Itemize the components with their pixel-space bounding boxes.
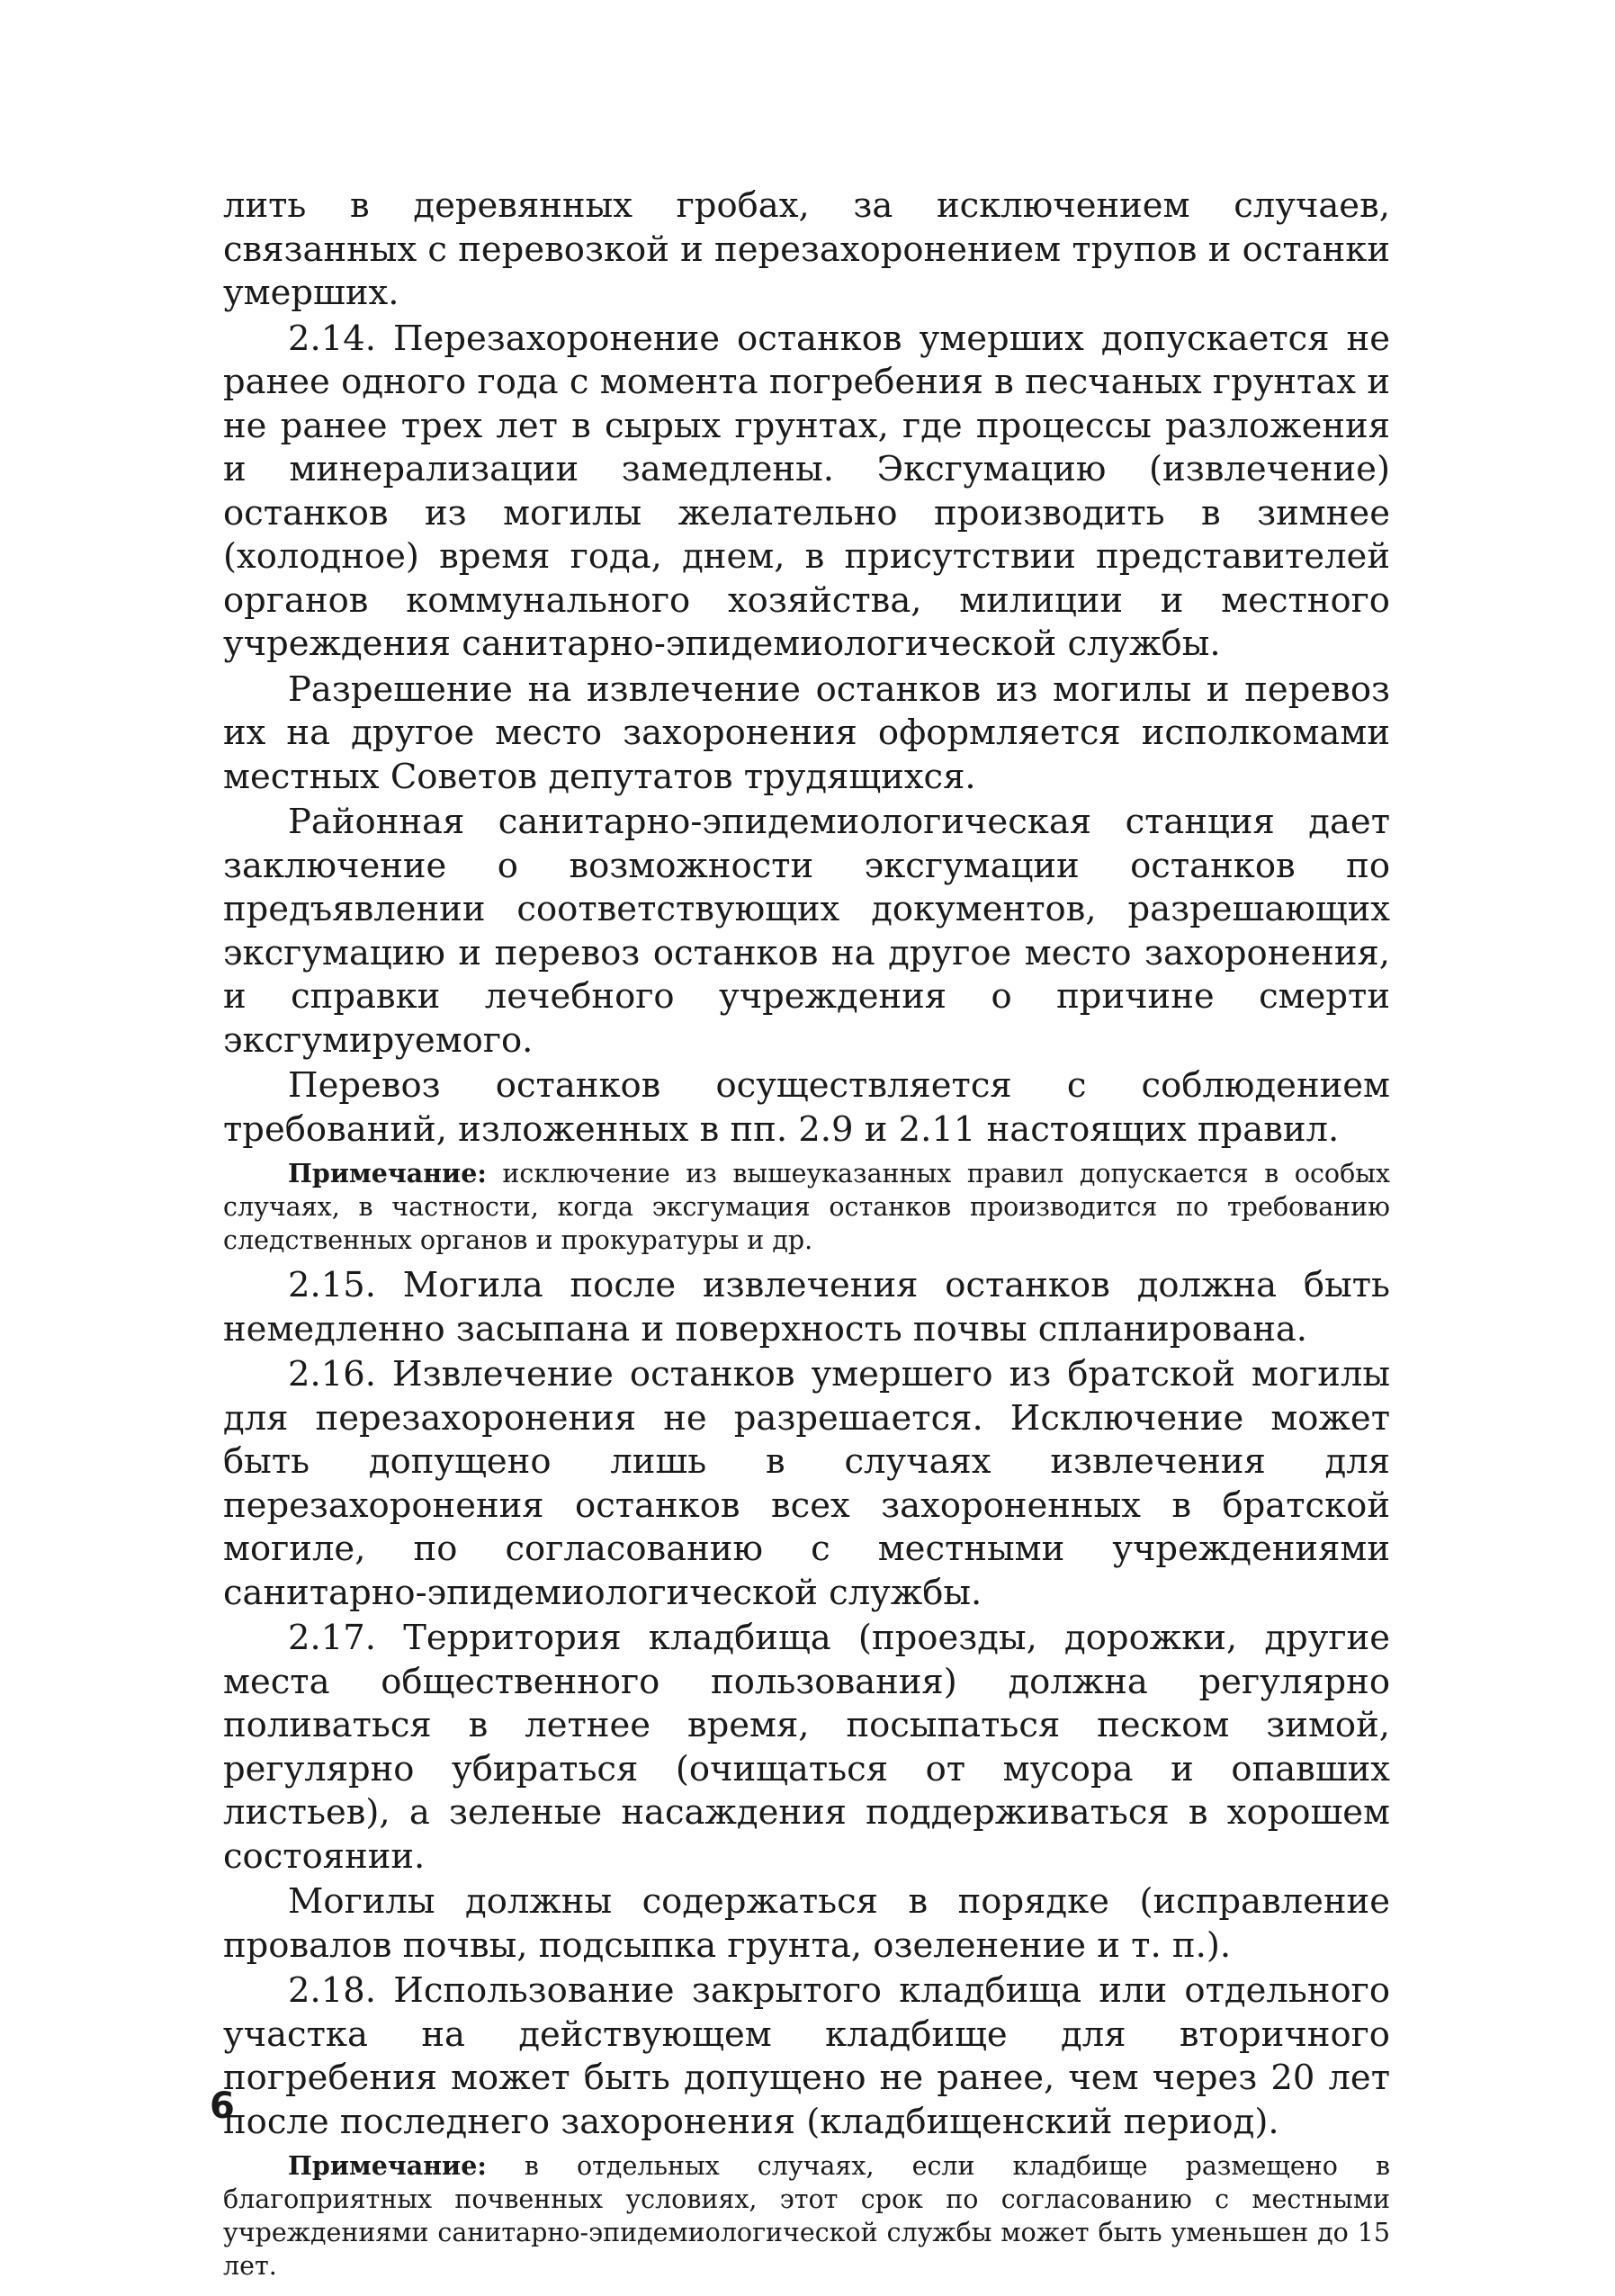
paragraph-transport: Перевоз останков осуществляется с соблюдением требований, изложенных в пп. 2.9 и 2.11 настоящих правил. xyxy=(223,1065,1390,1150)
paragraph-2-17: 2.17. Территория кладбища (проезды, дорожки, другие места общественного пользования) должна регулярно поливаться в летнее время, посыпаться песком зимой, регулярно убираться (очищаться от мусора и опавших листьев), а зеленые насаждения поддерживаться в хорошем состоянии. xyxy=(223,1618,1390,1877)
paragraph-graves-maintenance: Могилы должны содержаться в порядке (исправление провалов почвы, подсыпка грунта, озеленение и т. п.). xyxy=(223,1881,1390,1966)
paragraph-2-15: 2.15. Могила после извлечения останков должна быть немедленно засыпана и поверхность почвы спланирована. xyxy=(223,1265,1390,1350)
paragraph-continuation: лить в деревянных гробах, за исключением случаев, связанных с перевозкой и перезахоронением трупов и останки умерших. xyxy=(223,185,1390,313)
note-label: Примечание: xyxy=(288,2150,487,2181)
page-number: 6 xyxy=(210,2085,235,2127)
note-text: в отдельных случаях, если кладбище размещено в благоприятных почвенных условиях, этот срок по согласованию с местными учреждениями санитарно-эпидемиологической службы может быть уменьшен до 15 лет. xyxy=(223,2151,1390,2281)
note-text: исключение из вышеуказанных правил допускается в особых случаях, в частности, когда эксгумация останков производится по требованию следственных органов и прокуратуры и др. xyxy=(223,1159,1390,1255)
paragraph-2-16: 2.16. Извлечение останков умершего из братской могилы для перезахоронения не разрешается. Исключение может быть допущено лишь в случаях извлечения для перезахоронения останков всех захороненных в братской могиле, по согласованию с местными учреждениями санитарно-эпидемиологической службы. xyxy=(223,1354,1390,1613)
paragraph-2-18: 2.18. Использование закрытого кладбища или отдельного участка на действующем кладбище для вторичного погребения может быть допущено не ранее, чем через 20 лет после последнего захоронения (кладбищенский период). xyxy=(223,1970,1390,2142)
paragraph-exhumation-permit: Разрешение на извлечение останков из могилы и перевоз их на другое место захоронения оформляется исполкомами местных Советов депутатов трудящихся. xyxy=(223,668,1390,797)
paragraph-2-14: 2.14. Перезахоронение останков умерших допускается не ранее одного года с момента погребения в песчаных грунтах и не ранее трех лет в сырых грунтах, где процессы разложения и минерализации замедлены. Эксгумацию (извлечение) останков из могилы желательно производить в зимнее (холодное) время года, днем, в присутствии представителей органов коммунального хозяйства, милиции и местного учреждения санитарно-эпидемиологической службы. xyxy=(223,318,1390,664)
note-label: Примечание: xyxy=(288,1158,487,1188)
note-2-18 xyxy=(223,2149,1390,2283)
body-text xyxy=(223,184,1390,2290)
paragraph-sanitary-station: Районная санитарно-эпидемиологическая станция дает заключение о возможности эксгумации останков по предъявлении соответствующих документов, разрешающих эксгумацию и перевоз останков на другое место захоронения, и справки лечебного учреждения о причине смерти эксгумируемого. xyxy=(223,802,1390,1061)
note-2-14 xyxy=(223,1157,1390,1257)
